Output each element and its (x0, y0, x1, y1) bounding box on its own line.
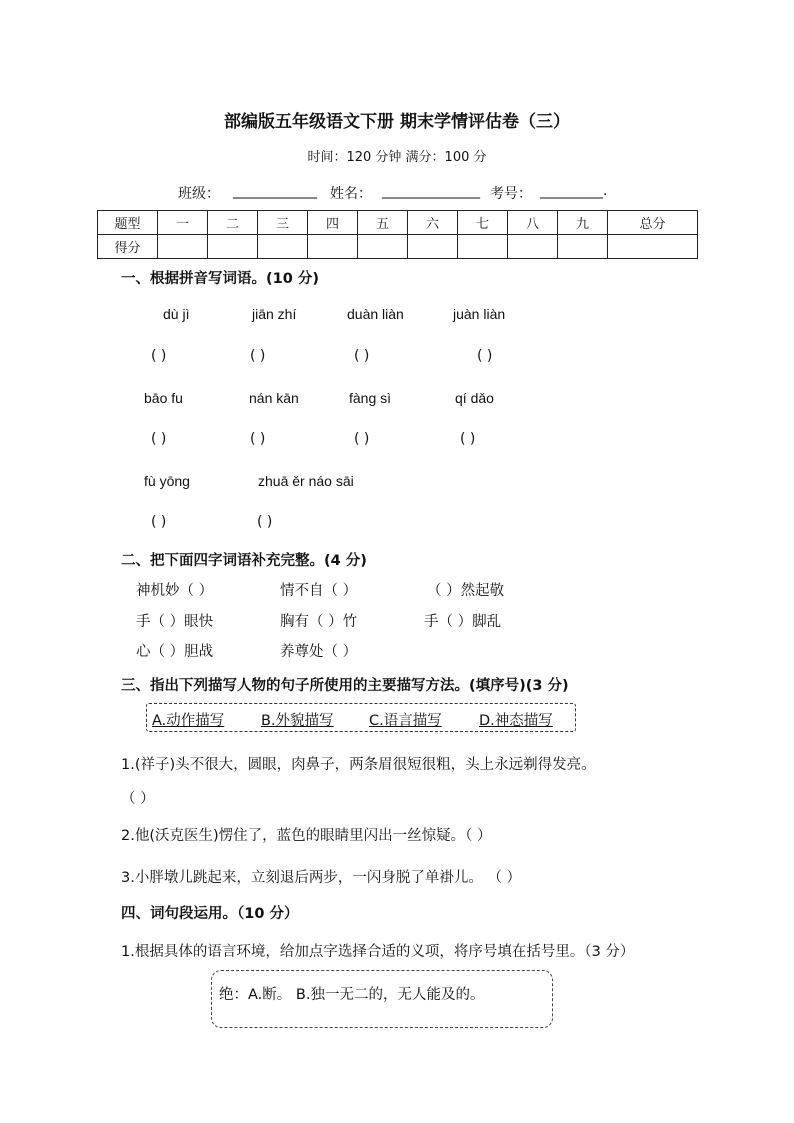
score-cell[interactable] (458, 235, 508, 259)
section-4-title: 四、词句段运用。（10 分） (121, 906, 299, 922)
class-blank: ____________ (233, 183, 317, 199)
score-cell[interactable] (208, 235, 258, 259)
definition-text: 绝：A.断。 B.独一无二的，无人能及的。 (219, 987, 485, 1003)
answer-bracket[interactable]: ( ) (151, 514, 167, 530)
pinyin-item: bāo fu (144, 390, 183, 406)
idiom-item: （ ）然起敬 (427, 583, 505, 599)
score-table (97, 210, 698, 259)
answer-bracket[interactable]: ( ) (477, 348, 493, 364)
table-cell: 六 (408, 211, 458, 235)
table-cell: 得分 (98, 235, 158, 259)
idiom-item: 养尊处（ ） (280, 644, 358, 660)
table-cell: 五 (358, 211, 408, 235)
pinyin-item: qí dǎo (455, 390, 494, 406)
name-label: 姓名： (330, 186, 372, 202)
pinyin-item: juàn liàn (453, 306, 506, 322)
score-cell[interactable] (508, 235, 558, 259)
table-cell: 三 (258, 211, 308, 235)
score-cell[interactable] (358, 235, 408, 259)
answer-bracket-long[interactable]: ( ) (257, 514, 273, 530)
score-table-score-row (98, 235, 698, 259)
pinyin-item: fànɡ sì (349, 390, 392, 406)
number-blank: _________. (540, 183, 608, 199)
idiom-item: 手（ ）脚乱 (424, 614, 502, 630)
table-cell: 九 (558, 211, 608, 235)
question-3-1: 1.(祥子)头不很大，圆眼，肉鼻子，两条眉很短很粗，头上永远剃得发亮。 (121, 757, 596, 773)
page-title: 部编版五年级语文下册 期末学情评估卷（三） (224, 112, 570, 132)
table-cell: 二 (208, 211, 258, 235)
idiom-item: 心（ ）胆战 (136, 644, 214, 660)
answer-bracket[interactable]: ( ) (250, 431, 266, 447)
question-3-3: 3.小胖墩儿跳起来，立刻退后两步，一闪身脱了单褂儿。 （ ） (121, 870, 522, 886)
option-b: B.外貌描写 (261, 713, 334, 729)
score-cell[interactable] (558, 235, 608, 259)
answer-bracket[interactable]: ( ) (460, 431, 476, 447)
score-cell[interactable] (608, 235, 698, 259)
table-cell: 一 (158, 211, 208, 235)
name-blank: ______________ (382, 183, 480, 199)
idiom-item: 神机妙（ ） (136, 583, 214, 599)
class-label: 班级： (178, 186, 220, 202)
score-cell[interactable] (158, 235, 208, 259)
answer-bracket[interactable]: ( ) (354, 348, 370, 364)
answer-bracket[interactable]: ( ) (250, 348, 266, 364)
table-cell: 总分 (608, 211, 698, 235)
number-label: 考号： (490, 186, 532, 202)
pinyin-item: fù yōnɡ (144, 473, 190, 489)
time-score-info: 时间：120 分钟 满分：100 分 (307, 150, 487, 165)
table-cell: 八 (508, 211, 558, 235)
question-4-1: 1.根据具体的语言环境，给加点字选择合适的义项，将序号填在括号里。（3 分） (121, 944, 635, 960)
pinyin-item: jiān zhí (252, 306, 297, 322)
answer-bracket[interactable]: ( ) (354, 431, 370, 447)
table-cell: 题型 (98, 211, 158, 235)
answer-bracket[interactable]: ( ) (151, 431, 167, 447)
section-3-title: 三、指出下列描写人物的句子所使用的主要描写方法。(填序号)(3 分) (121, 678, 569, 694)
score-cell[interactable] (408, 235, 458, 259)
option-c: C.语言描写 (369, 713, 442, 729)
answer-bracket[interactable]: ( ) (151, 348, 167, 364)
pinyin-item: nán kān (249, 390, 299, 406)
section-1-title: 一、根据拼音写词语。(10 分) (121, 271, 319, 287)
option-a: A.动作描写 (152, 713, 225, 729)
score-cell[interactable] (308, 235, 358, 259)
pinyin-item: dù jì (163, 306, 190, 322)
score-cell[interactable] (258, 235, 308, 259)
option-d: D.神态描写 (479, 713, 553, 729)
idiom-item: 情不自（ ） (280, 583, 358, 599)
table-cell: 七 (458, 211, 508, 235)
answer-bracket[interactable]: （ ） (121, 791, 155, 807)
pinyin-item: zhuā ěr náo sāi (258, 473, 354, 489)
idiom-item: 手（ ）眼快 (136, 614, 214, 630)
question-3-2: 2.他(沃克医生)愣住了，蓝色的眼睛里闪出一丝惊疑。（ ） (121, 828, 492, 844)
table-cell: 四 (308, 211, 358, 235)
section-2-title: 二、把下面四字词语补充完整。(4 分) (121, 553, 367, 569)
score-table-header-row (98, 211, 698, 235)
pinyin-item: duàn liàn (347, 306, 404, 322)
idiom-item: 胸有（ ）竹 (280, 614, 358, 630)
